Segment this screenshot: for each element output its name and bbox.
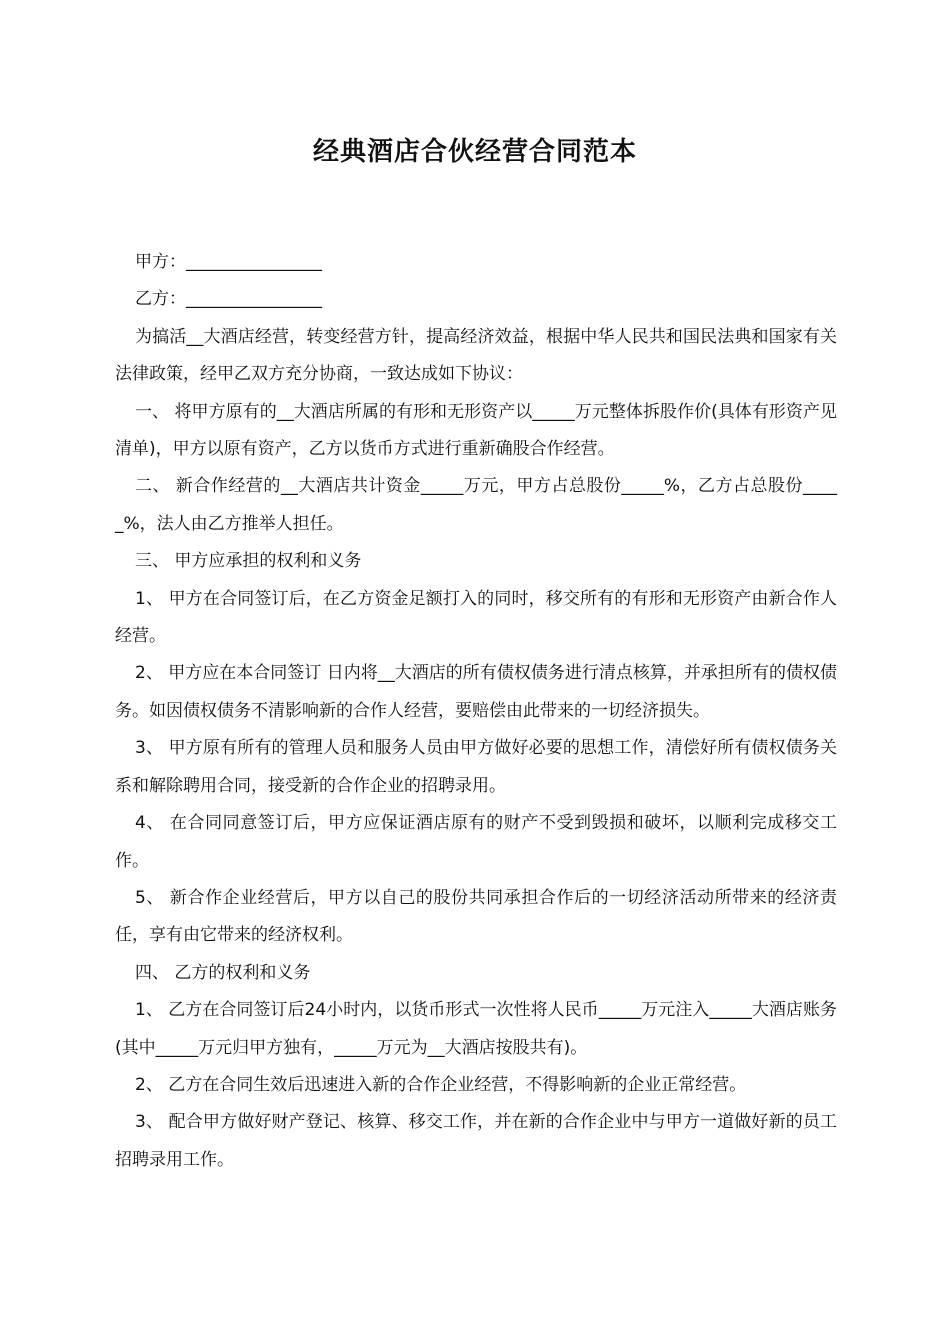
clause-4-item-1: 1、 乙方在合同签订后24小时内，以货币形式一次性将人民币_____万元注入_____大酒店账务(其中_____万元归甲方独有，_____万元为__大酒店按股共有)。 — [115, 1000, 837, 1058]
clause-4-item-3: 3、 配合甲方做好财产登记、核算、移交工作，并在新的合作企业中与甲方一道做好新的员工招聘录用工作。 — [115, 1112, 837, 1170]
preamble-paragraph: 为搞活__大酒店经营，转变经营方针，提高经济效益，根据中华人民共和国民法典和国家有关法律政策，经甲乙双方充分协商，一致达成如下协议： — [115, 326, 837, 385]
document-body — [115, 244, 837, 1179]
clause-3-item-5: 5、 新合作企业经营后，甲方以自己的股份共同承担合作后的一切经济活动所带来的经济责任，享有由它带来的经济权利。 — [115, 887, 837, 946]
clause-3-item-3: 3、 甲方原有所有的管理人员和服务人员由甲方做好必要的思想工作，清偿好所有债权债务关系和解除聘用合同，接受新的合作企业的招聘录用。 — [115, 738, 837, 796]
clause-4-heading: 四、 乙方的权利和义务 — [135, 962, 311, 983]
clause-3-heading: 三、 甲方应承担的权利和义务 — [135, 551, 362, 572]
clause-4-item-2: 2、 乙方在合同生效后迅速进入新的合作企业经营，不得影响新的企业正常经营。 — [135, 1074, 747, 1095]
clause-3-item-1: 1、 甲方在合同签订后，在乙方资金足额打入的同时，移交所有的有形和无形资产由新合作人经营。 — [115, 588, 837, 647]
document-title: 经典酒店合伙经营合同范本 — [312, 137, 637, 167]
clause-2-paragraph: 二、 新合作经营的__大酒店共计资金_____万元，甲方占总股份_____%，乙方占总股份_____%，法人由乙方推举人担任。 — [115, 476, 837, 534]
clause-1-paragraph: 一、 将甲方原有的__大酒店所属的有形和无形资产以_____万元整体拆股作价(具体有形资产见清单)，甲方以原有资产，乙方以货币方式进行重新确股合作经营。 — [115, 401, 837, 460]
clause-3-item-4: 4、 在合同同意签订后，甲方应保证酒店原有的财产不受到毁损和破坏，以顺利完成移交工作。 — [115, 813, 837, 871]
party-a-line: 甲方：________________ — [135, 252, 322, 272]
clause-3-item-2: 2、 甲方应在本合同签订 日内将__大酒店的所有债权债务进行清点核算，并承担所有的债权债务。如因债权债务不清影响新的合作人经营，要赔偿由此带来的一切经济损失。 — [115, 663, 837, 721]
party-b-line: 乙方：________________ — [135, 289, 322, 310]
